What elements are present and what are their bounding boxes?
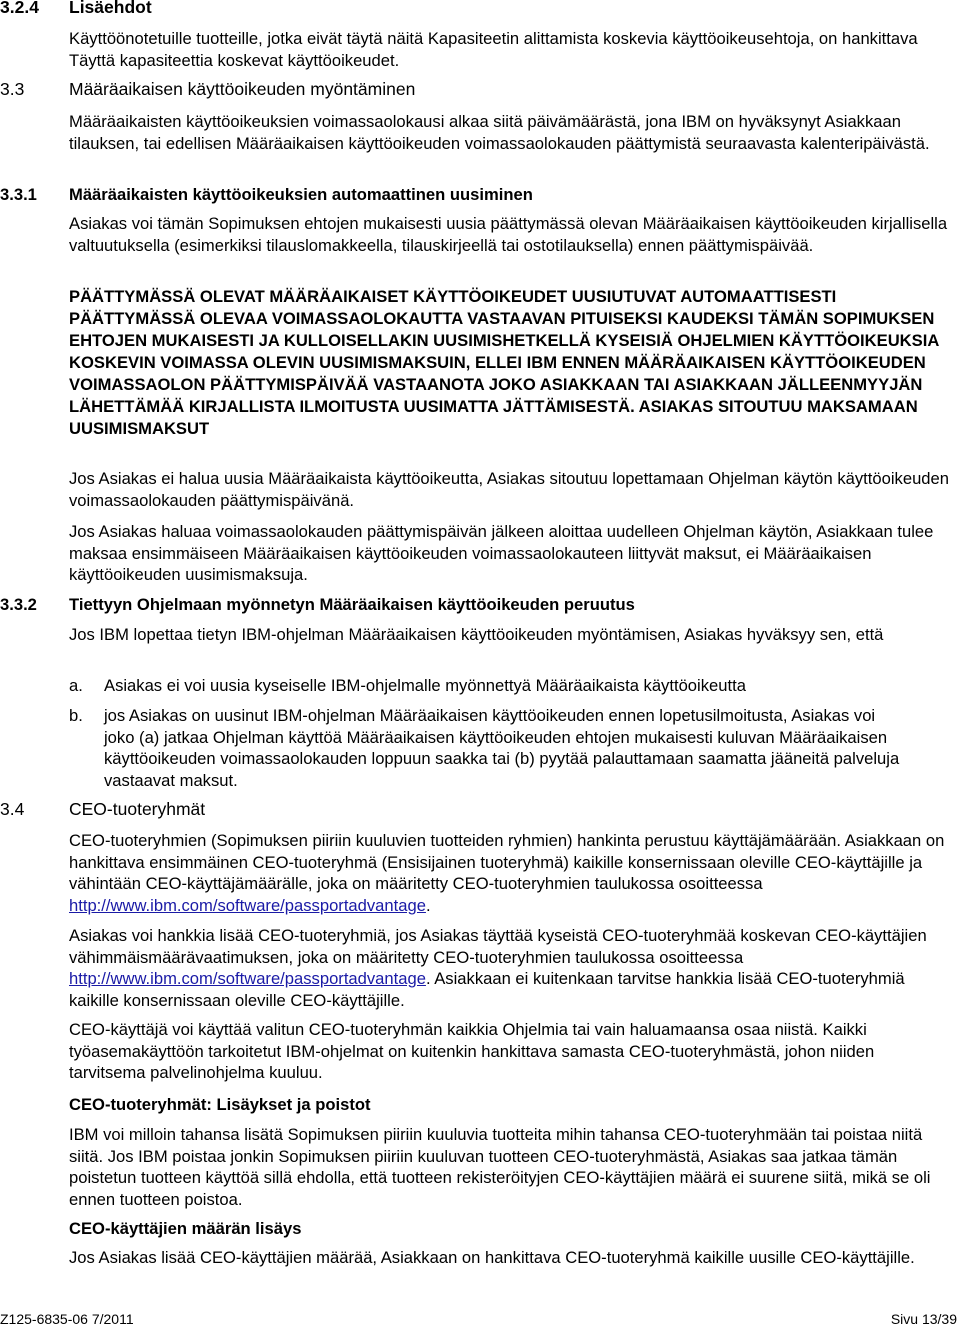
section-number-3-4: 3.4 bbox=[0, 799, 25, 819]
paragraph: Jos IBM lopettaa tietyn IBM-ohjelman Määräaikaisen käyttöoikeuden myöntämisen, Asiakas hyväksyy sen, että bbox=[69, 625, 884, 644]
paragraph: CEO-käyttäjä voi käyttää valitun CEO-tuoteryhmän kaikkia Ohjelmia tai vain haluamaansa osaa niistä. Kaikki työasemakäyttöön tarkoitetut IBM-ohjelmat on kuitenkin hankittava samasta CEO-tuoteryhmästä, johon niiden tarvitsema palvelinohjelma kuuluu. bbox=[69, 1020, 875, 1082]
passport-advantage-link[interactable]: http://www.ibm.com/software/passportadvantage bbox=[69, 969, 426, 988]
section-number-3-3-2: 3.3.2 bbox=[0, 595, 37, 614]
list-item: Asiakas ei voi uusia kyseiselle IBM-ohjelmalle myönnettyä Määräaikaista käyttöoikeutta bbox=[104, 676, 746, 695]
paragraph: Jos Asiakas haluaa voimassaolokauden päättymispäivän jälkeen aloittaa uudelleen Ohjelman käytön, Asiakkaan tulee maksaa ensimmäiseen Määräaikaisen käyttöoikeuden voimassaolokauteen liittyvät maksut, ei Määräaikaisen käyttöoikeuden uusimismaksuja. bbox=[69, 522, 934, 584]
paragraph: Asiakas voi tämän Sopimuksen ehtojen mukaisesti uusia päättymässä olevan Määräaikaisen käyttöoikeuden kirjallisella valtuutuksella (esimerkiksi tilauslomakkeella, tilauskirjeellä tai ostotilauksella) ennen päättymispäivää. bbox=[69, 214, 948, 255]
paragraph: Jos Asiakas ei halua uusia Määräaikaista käyttöoikeutta, Asiakas sitoutuu lopettamaan Ohjelman käytön käyttöoikeuden voimassaolokauden päättymispäivänä. bbox=[69, 469, 949, 510]
section-number-3-3: 3.3 bbox=[0, 79, 25, 99]
footer-document-id: Z125-6835-06 7/2011 bbox=[0, 1311, 134, 1327]
section-title-lisaehdot: Lisäehdot bbox=[69, 0, 152, 17]
section-title-kayttooikeuden-peruutus: Tiettyyn Ohjelmaan myönnetyn Määräaikaisen käyttöoikeuden peruutus bbox=[69, 595, 635, 614]
paragraph: Määräaikaisten käyttöoikeuksien voimassaolokausi alkaa siitä päivämäärästä, jona IBM on hyväksynyt Asiakkaan tilauksen, tai edellisen Määräaikaisen käyttöoikeuden voimassaolokauden päättymistä seuraavasta kalenteripäivästä. bbox=[69, 112, 930, 153]
paragraph: Asiakas voi hankkia lisää CEO-tuoteryhmiä, jos Asiakas täyttää kyseistä CEO-tuoteryhmää koskevan CEO-käyttäjien vähimmäismäärävaatimuksen, joka on määritetty CEO-tuoteryhmien taulukossa osoitteessa http://www.ibm.com/software/passportadvantage. Asiakkaan ei kuitenkaan tarvitse hankkia lisää CEO-tuoteryhmiä kaikille konsernissaan oleville CEO-käyttäjille. bbox=[69, 926, 927, 1010]
section-number-3-3-1: 3.3.1 bbox=[0, 185, 37, 204]
paragraph: Jos Asiakas lisää CEO-käyttäjien määrää, Asiakkaan on hankittava CEO-tuoteryhmä kaikille uusille CEO-käyttäjille. bbox=[69, 1248, 915, 1267]
section-number-3-2-4: 3.2.4 bbox=[0, 0, 39, 17]
subheading-kayttajien-maaran-lisays: CEO-käyttäjien määrän lisäys bbox=[69, 1219, 302, 1238]
list-item: jos Asiakas on uusinut IBM-ohjelman Määräaikaisen käyttöoikeuden ennen lopetusilmoitusta, Asiakas voi joko (a) jatkaa Ohjelman käyttöä Määräaikaisen käyttöoikeuden ehtojen mukaisesti kuluvan Määräaikaisen käyttöoikeuden voimassaolokauden loppuun saakka tai (b) pyytää palauttamaan saamatta jääneitä palveluja vastaavat maksut. bbox=[104, 706, 900, 790]
subheading-lisaykset-ja-poistot: CEO-tuoteryhmät: Lisäykset ja poistot bbox=[69, 1095, 371, 1114]
paragraph: CEO-tuoteryhmien (Sopimuksen piiriin kuuluvien tuotteiden ryhmien) hankinta perustuu käyttäjämäärään. Asiakkaan on hankittava ensimmäinen CEO-tuoteryhmä (Ensisijainen tuoteryhmä) kaikille konsernissaan oleville CEO-käyttäjille ja vähintään CEO-käyttäjämäärälle, joka on määritetty CEO-tuoteryhmien taulukossa osoitteessa http://www.ibm.com/software/passportadvantage. bbox=[69, 831, 945, 915]
passport-advantage-link[interactable]: http://www.ibm.com/software/passportadvantage bbox=[69, 895, 426, 915]
list-item-label: a. bbox=[69, 676, 83, 695]
footer-page-number: Sivu 13/39 bbox=[890, 1311, 957, 1327]
paragraph: IBM voi milloin tahansa lisätä Sopimuksen piiriin kuuluvia tuotteita mihin tahansa CEO-tuoteryhmään tai poistaa niitä siitä. Jos IBM poistaa jonkin Sopimuksen piiriin kuuluvan tuotteen CEO-tuoteryhmästä, Asiakas saa jatkaa tämän poistetun tuotteen käyttöä sillä ehdolla, että tuotteen rekisteröityjen CEO-käyttäjien määrä ei suurene siitä, mikä se oli ennen tuotteen poistoa. bbox=[69, 1125, 931, 1209]
paragraph: Käyttöönotetuille tuotteille, jotka eivät täytä näitä Kapasiteetin alittamista koskevia käyttöoikeusehtoja, on hankittava Täyttä kapasiteettia koskevat käyttöoikeudet. bbox=[69, 29, 918, 70]
capitalized-notice: PÄÄTTYMÄSSÄ OLEVAT MÄÄRÄAIKAISET KÄYTTÖOIKEUDET UUSIUTUVAT AUTOMAATTISESTI PÄÄTTYMÄSSÄ OLEVAA VOIMASSAOLOKAUTTA VASTAAVAN PITUISEKSI KAUDEKSI TÄMÄN SOPIMUKSEN EHTOJEN MUKAISESTI JA KULLOISELLAKIN UUSIMISHETKELLÄ KYSEISIÄ OHJELMIEN KÄYTTÖOIKEUKSIA KOSKEVIN VOIMASSA OLEVIN UUSIMISMAKSUIN, ELLEI IBM ENNEN MÄÄRÄAIKAISEN KÄYTTÖOIKEUDEN VOIMASSAOLON PÄÄTTYMISPÄIVÄÄ VASTAANOTA JOKO ASIAKKAAN TAI ASIAKKAAN JÄLLEENMYYJÄN LÄHETTÄMÄÄ KIRJALLISTA ILMOITUSTA UUSIMATTA JÄTTÄMISESTÄ. ASIAKAS SITOUTUU MAKSAMAAN UUSIMISMAKSUT bbox=[69, 287, 939, 438]
section-title-ceo-tuoteryhmat: CEO-tuoteryhmät bbox=[69, 799, 206, 819]
list-item-label: b. bbox=[69, 706, 83, 725]
section-title-maaraaikaisen-kayttooikeuden-myontaminen: Määräaikaisen käyttöoikeuden myöntäminen bbox=[69, 79, 416, 99]
section-title-automaattinen-uusiminen: Määräaikaisten käyttöoikeuksien automaattinen uusiminen bbox=[69, 185, 533, 204]
